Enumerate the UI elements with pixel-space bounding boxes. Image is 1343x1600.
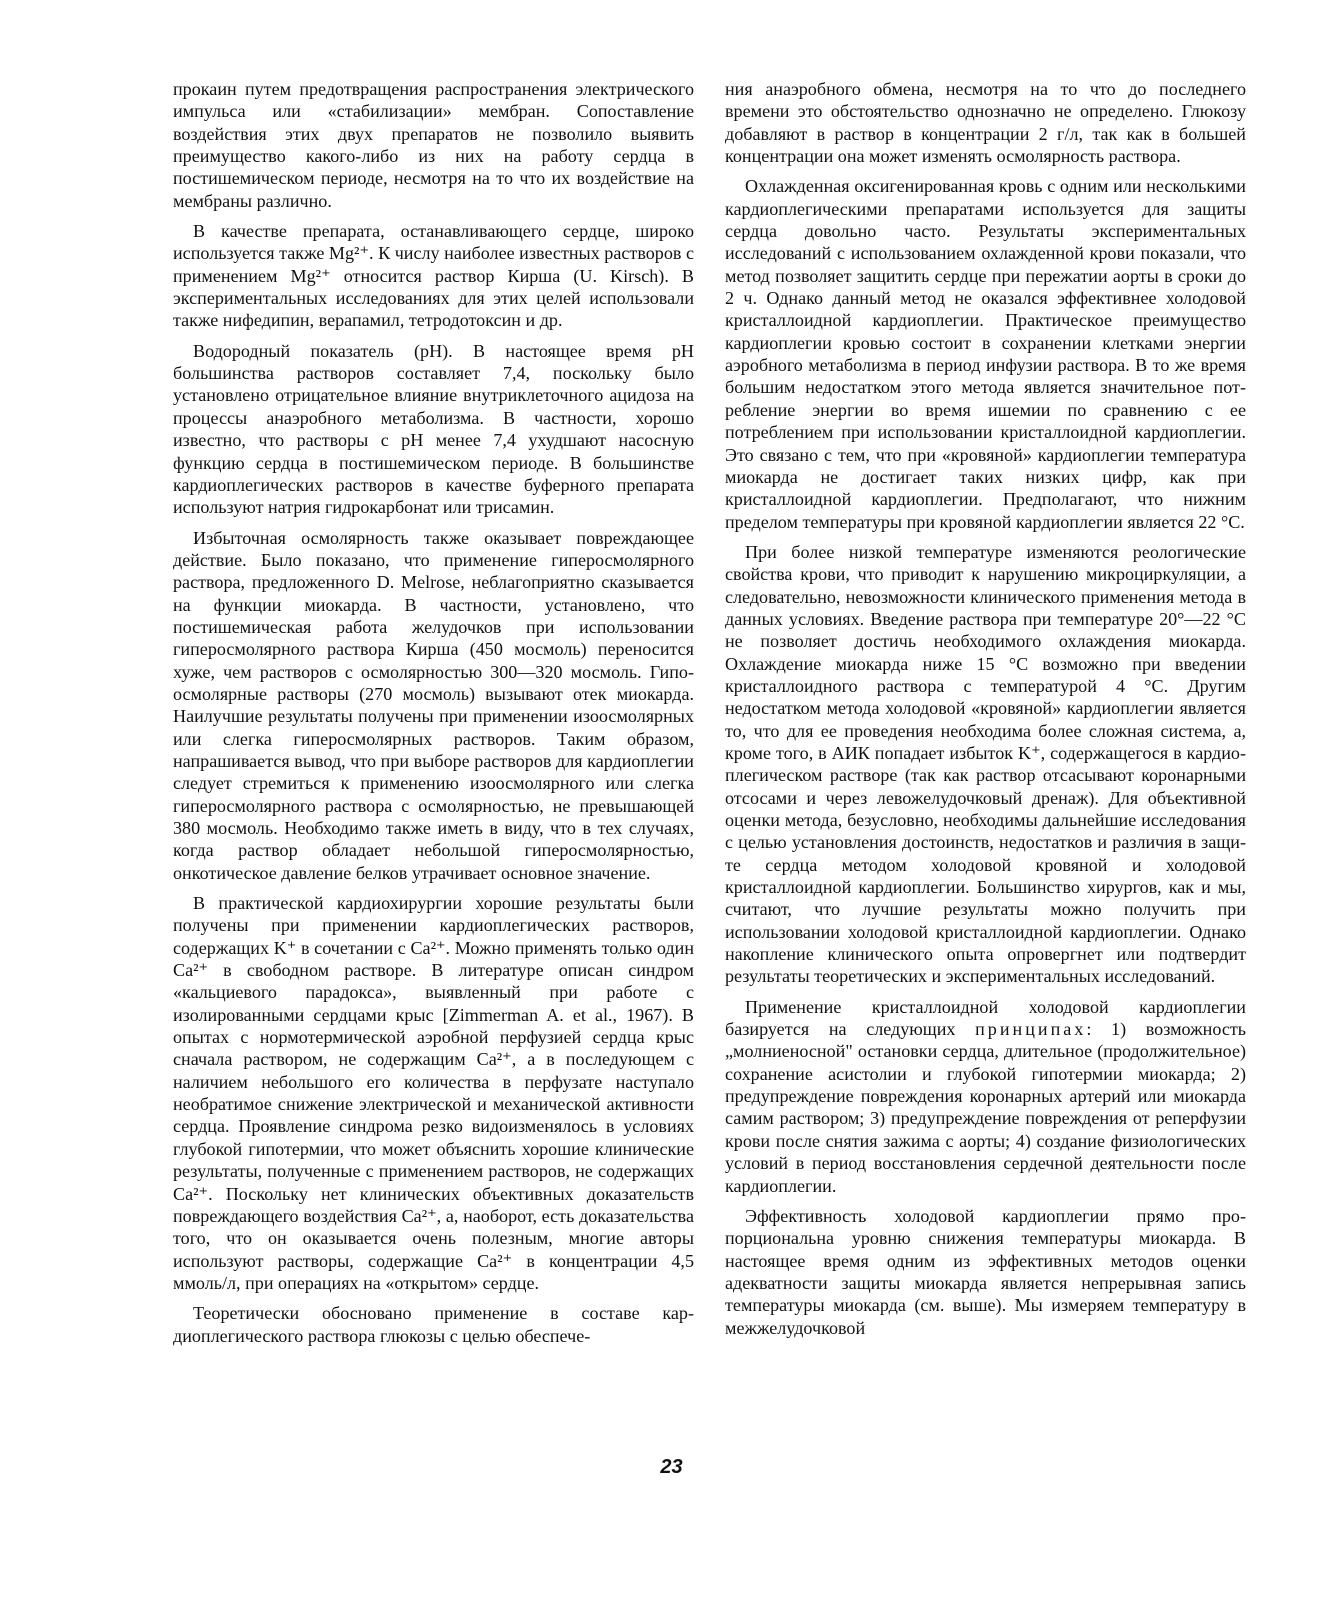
paragraph: Водородный показатель (pH). В настоящее время pH большинства растворов составляет 7,4, поскольку было установлено отрицательное влияние внутриклеточного ацидоза на процессы анаэробного метаболизма. В частности, хорошо известно, что растворы с pH менее 7,4 ухудшают насосную функцию сердца в постишемическом периоде. В большинстве кардиоплегических растворов в качестве буферного препарата используют натрия гидрокарбонат или трисамин. <box>173 340 694 518</box>
paragraph: Избыточная осмолярность также оказывает повреждающее действие. Было показано, что применение гиперосмолярного раствора, предложенного D. Melrose, неблагоприятно сказывается на функции миокарда. В частности, установлено, что постишемическая работа желудочков при использовании гиперосмолярного раствора Кирша (450 мосмоль) переносится хуже, чем растворов с осмолярностью 300—320 мосмоль. Гипоосмолярные растворы (270 мосмоль) вызывают отек миокарда. Наилучшие результаты получены при применении изоосмолярных или слегка гиперосмолярных растворов. Таким образом, напрашивается вывод, что при выборе растворов для кардиоплегии следует стремиться к применению изоосмолярного или слегка гиперосмолярного раствора с осмолярностью, не превышающей 380 мосмоль. Необходимо также иметь в виду, что в тех случаях, когда раствор обладает небольшой гиперосмолярностью, онкотическое давление белков утрачивает основное значение. <box>173 527 694 883</box>
paragraph: ния анаэробного обмена, несмотря на то что до последнего времени это обстоятельство однозначно не определено. Глюкозу добавляют в раствор в концентрации 2 г/л, так как в большей концентрации она может изменять осмолярность раствора. <box>725 79 1246 167</box>
spaced-emphasis: принципах <box>975 1019 1087 1040</box>
paragraph: прокаин путем предотвращения распространения электрического импульса или «стабилизации» мембран. Сопоставление воздействия этих двух препаратов не позволило выявить преимущество какого-либо из них на работу сердца в постишемическом периоде, несмотря на то что их воздействие на мембраны различно. <box>173 79 694 211</box>
paragraph: Эффективность холодовой кардиоплегии прямо пропорциональна уровню снижения температуры миокарда. В настоящее время одним из эффективных методов оценки адекватности защиты миокарда является непрерывная запись температуры миокарда (см. выше). Мы измеряем температуру в межжелудочковой <box>725 1205 1246 1338</box>
paragraph: Охлажденная оксигенированная кровь с одним или несколькими кардиоплегическими препаратами используется для защиты сердца довольно часто. Результаты экспериментальных исследований с использованием охлажденной крови показали, что метод позволяет защитить сердце при пережатии аорты в сроки до 2 ч. Однако данный метод не оказался эффективнее холодовой кристаллоидной кардиоплегии. Практическое преимущество кардиоплегии кровью состоит в сохранении клетками энергии аэробного метаболизма в период инфузии раствора. В то же время большим недостатком этого метода является значительное потребление энергии во время ишемии по сравнению с ее потреблением при использовании кристаллоидной кардиоплегии. Это связано с тем, что при «кровяной» кардиоплегии температура миокарда не достигает таких низких цифр, как при кристаллоидной кардиоплегии. Предполагают, что нижним пределом температуры при кровяной кардиоплегии является 22 °С. <box>725 176 1246 532</box>
right-text-column <box>725 78 1246 1347</box>
page-number: 23 <box>660 1456 683 1478</box>
paragraph: В практической кардиохирургии хорошие результаты были получены при применении кардиоплегических растворов, содержащих K⁺ в сочетании с Ca²⁺. Можно применять только один Ca²⁺ в свободном растворе. В литературе описан синдром «кальциевого парадокса», выявленный при работе с изолированными сердцами крыс [Zimmerman A. et al., 1967). В опытах с нормотермической аэробной перфузией сердца крыс сначала раствором, не содержащим Ca²⁺, а в последующем с наличием небольшого его количества в перфузате наступало необратимое снижение электрической и механической активности сердца. Проявление синдрома резко видоизменялось в условиях глубокой гипотермии, что может объяснить хорошие клинические результаты, полученные с применением растворов, не содержащих Ca²⁺. Поскольку нет клинических объективных доказательств повреждающего воздействия Ca²⁺, а, наоборот, есть доказательства того, что он оказывается очень полезным, многие авторы используют растворы, содержащие Ca²⁺ в концентрации 4,5 ммоль/л, при операциях на «открытом» сердце. <box>173 893 694 1293</box>
left-text-column <box>173 78 694 1355</box>
paragraph-text: : 1) возможность „молниеносной" остановки сердца, длительное (продолжительное) сохранение асистолии и глубокой гипотермии миокарда; 2) предупреждение повреждения коронарных артерий или миокарда самим раствором; 3) предупреждение повреждения от реперфузии крови после снятия зажима с аорты; 4) создание физиологических условий в период восстановления сердечной деятельности после кардиоплегии. <box>725 1019 1247 1196</box>
paragraph: В качестве препарата, останавливающего сердце, широко используется также Mg²⁺. К числу наиболее известных растворов с применением Mg²⁺ относится раствор Кирша (U. Kirsch). В экспериментальных исследованиях для этих целей использовали также нифедипин, верапамил, тетродотоксин и др. <box>173 221 694 331</box>
paragraph <box>725 996 1246 1197</box>
paragraph: Теоретически обосновано применение в составе кардиоплегического раствора глюкозы с целью обеспече- <box>173 1303 694 1346</box>
paragraph-text: Применение кристаллоидной холодовой кардиоплегии базируется на следующих <box>725 996 1246 1040</box>
paragraph: При более низкой температуре изменяются реологические свойства крови, что приводит к нарушению микроциркуляции, а следовательно, невозможности клинического применения метода в данных условиях. Введение раствора при температуре 20°—22 °С не позволяет достичь необходимого охлаждения миокарда. Охлаждение миокарда ниже 15 °С возможно при введении кристаллоидного раствора с температурой 4 °С. Другим недостатком метода холодовой «кровяной» кардиоплегии является то, что для ее проведения необходима более сложная система, а, кроме того, в АИК попадает избыток K⁺, содержащегося в кардиоплегическом растворе (так как раствор отсасывают коронарными отсосами и через левожелудочковый дренаж). Для объективной оценки метода, безусловно, необходимы дальнейшие исследования с целью установления достоинств, недостатков и различия в защите сердца методом холодовой кровяной и холодовой кристаллоидной кардиоплегии. Большинство хирургов, как и мы, считают, что лучшие результаты можно получить при использовании холодовой кристаллоидной кардиоплегии. Однако накопление клинического опыта опровергнет или подтвердит результаты теоретических и экспериментальных исследований. <box>725 541 1246 987</box>
